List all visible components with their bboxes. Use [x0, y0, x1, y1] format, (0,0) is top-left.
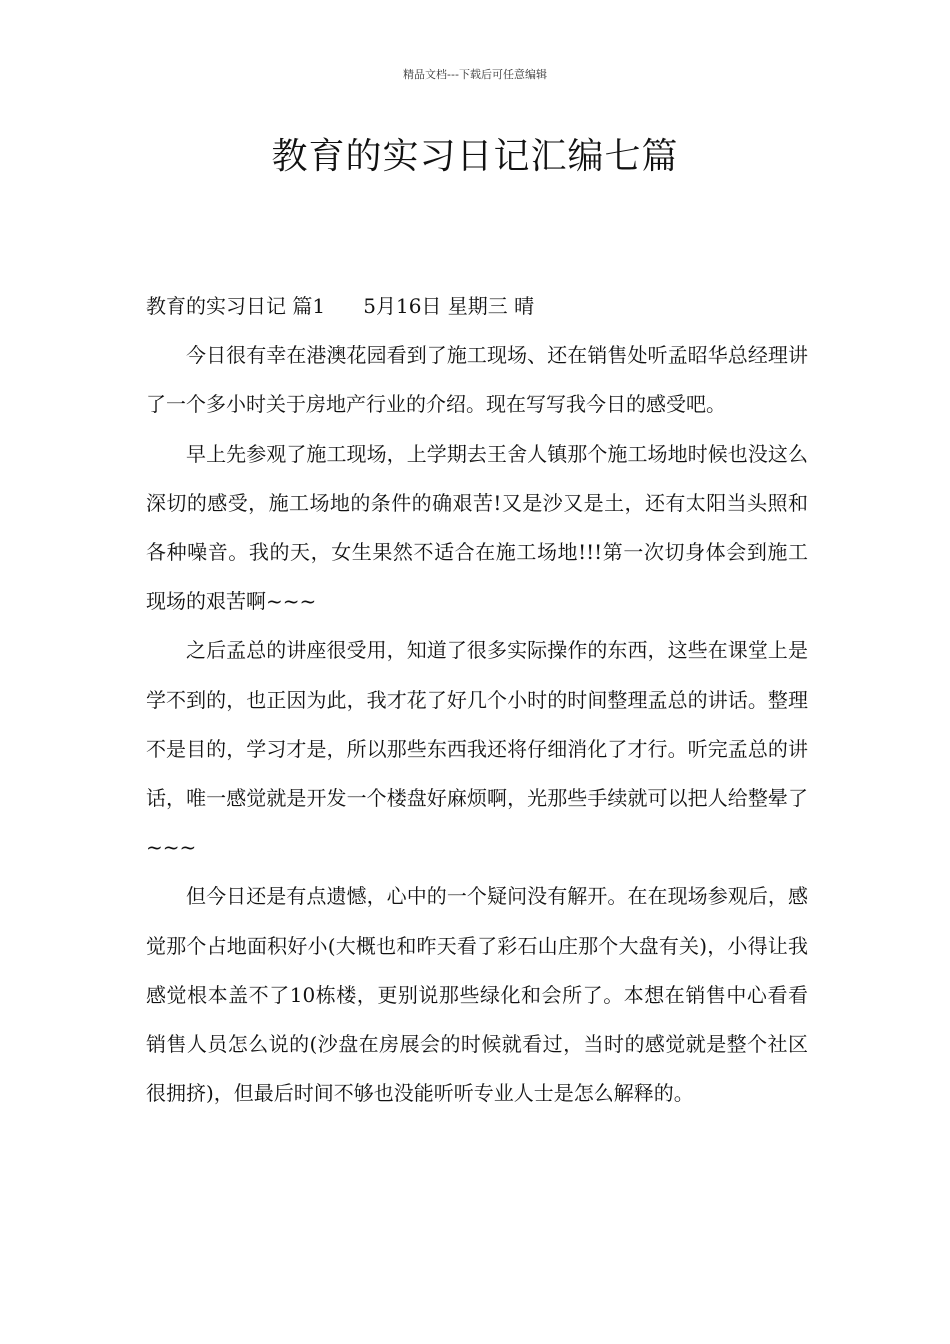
- paragraph: 之后孟总的讲座很受用，知道了很多实际操作的东西，这些在课堂上是学不到的，也正因为此，我才花了好几个小时的时间整理孟总的讲话。整理不是目的，学习才是，所以那些东西我还将仔细消化了才行。听完孟总的讲话，唯一感觉就是开发一个楼盘好麻烦啊，光那些手续就可以把人给整晕了~~~: [146, 638, 808, 860]
- paragraph: 但今日还是有点遗憾，心中的一个疑问没有解开。在在现场参观后，感觉那个占地面积好小(大概也和昨天看了彩石山庄那个大盘有关)，小得让我感觉根本盖不了10栋楼，更别说那些绿化和会所了。本想在销售中心看看销售人员怎么说的(沙盘在房展会的时候就看过，当时的感觉就是整个社区很拥挤)，但最后时间不够也没能听听专业人士是怎么解释的。: [146, 884, 808, 1106]
- header-note: 精品文档---下载后可任意编辑: [403, 68, 547, 81]
- document-title: 教育的实习日记汇编七篇: [271, 136, 679, 177]
- entry-heading-line: [146, 282, 808, 331]
- entry-heading: 教育的实习日记 篇1: [146, 294, 326, 318]
- paragraph: 早上先参观了施工现场，上学期去王舍人镇那个施工场地时候也没这么深切的感受，施工场地的条件的确艰苦!又是沙又是土，还有太阳当头照和各种噪音。我的天，女生果然不适合在施工场地!!!第一次切身体会到施工现场的艰苦啊~~~: [146, 441, 808, 614]
- paragraph: 今日很有幸在港澳花园看到了施工现场、还在销售处听孟昭华总经理讲了一个多小时关于房地产行业的介绍。现在写写我今日的感受吧。: [146, 343, 808, 417]
- entry-meta: 5月16日 星期三 晴: [363, 294, 535, 318]
- document-body: [146, 282, 808, 1118]
